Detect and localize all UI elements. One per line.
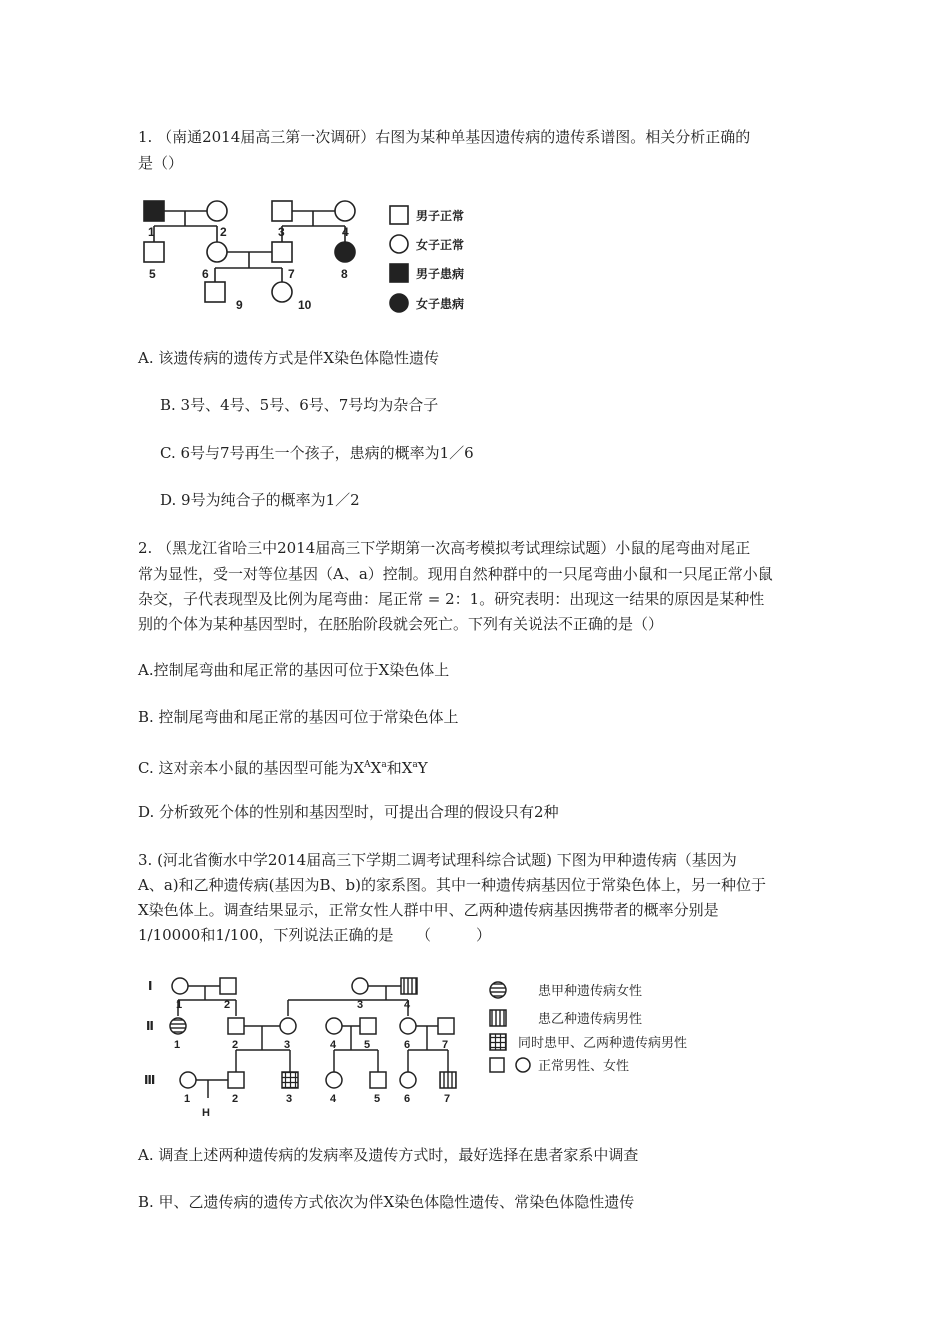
q1-option-a: A. 该遗传病的遗传方式是伴X染色体隐性遗传: [138, 349, 440, 367]
q3-stem-line1: 3. (河北省衡水中学2014届高三下学期二调考试理科综合试题) 下图为甲种遗传病（基因为: [138, 851, 737, 869]
q3-II-4: [326, 1018, 342, 1034]
legend-affected-female-icon: [390, 294, 408, 312]
svg-text:1: 1: [174, 1039, 181, 1051]
q1-individual-1: [144, 201, 164, 221]
q1-legend-1: 男子正常: [416, 209, 465, 223]
svg-text:6: 6: [404, 1039, 411, 1051]
q3-stem-line2: A、a)和乙种遗传病(基因为B、b)的家系图。其中一种遗传病基因位于常染色体上，另一种位于: [138, 876, 766, 894]
q3-stem-line3: X染色体上。调查结果显示，正常女性人群中甲、乙两种遗传病基因携带者的概率分别是: [138, 901, 719, 919]
svg-text:7: 7: [444, 1093, 451, 1105]
q3-option-a: A. 调查上述两种遗传病的发病率及遗传方式时，最好选择在患者家系中调查: [138, 1146, 639, 1164]
q1-stem-line2: 是（）: [138, 154, 184, 172]
legend-jia-female-icon: [490, 982, 506, 998]
svg-text:5: 5: [374, 1093, 381, 1105]
q3-II-6: [400, 1018, 416, 1034]
q1-num-5: 5: [149, 267, 156, 281]
q3-III-4: [326, 1072, 342, 1088]
q1-legend-2: 女子正常: [416, 238, 465, 252]
q1-individual-9: [205, 282, 225, 302]
svg-text:3: 3: [284, 1039, 291, 1051]
q1-num-7: 7: [288, 267, 295, 281]
q3-III-2: [228, 1072, 244, 1088]
legend-affected-male-icon: [390, 264, 408, 282]
q3-I-1: [172, 978, 188, 994]
svg-text:1: 1: [176, 999, 183, 1011]
q3-legend-3: 同时患甲、乙两种遗传病男性: [518, 1035, 688, 1050]
q1-option-c: C. 6号与7号再生一个孩子，患病的概率为1／6: [160, 444, 474, 462]
q1-individual-8: [335, 242, 355, 262]
svg-text:6: 6: [404, 1093, 411, 1105]
q1-stem-line1: 1. （南通2014届高三第一次调研）右图为某种单基因遗传病的遗传系谱图。相关分析正确的: [138, 128, 751, 146]
q1-individual-5: [144, 242, 164, 262]
svg-text:2: 2: [232, 1039, 239, 1051]
q3-III-6: [400, 1072, 416, 1088]
q2-stem-line1: 2. （黑龙江省哈三中2014届高三下学期第一次高考模拟考试理综试题）小鼠的尾弯曲对尾正: [138, 539, 751, 557]
q1-individual-6: [207, 242, 227, 262]
svg-text:1: 1: [184, 1093, 191, 1105]
legend-both-male-icon: [490, 1034, 506, 1050]
q3-III-1: [180, 1072, 196, 1088]
q1-num-8: 8: [341, 267, 348, 281]
q1-num-10: 10: [298, 298, 312, 312]
q3-gen-2: Ⅱ: [146, 1019, 154, 1033]
q3-legend-1: 患甲种遗传病女性: [538, 983, 643, 998]
q3-III-7: [440, 1072, 456, 1088]
q1-individual-10: [272, 282, 292, 302]
svg-text:2: 2: [224, 999, 231, 1011]
q1-option-d: D. 9号为纯合子的概率为1／2: [160, 491, 360, 509]
svg-text:4: 4: [404, 999, 411, 1011]
q3-I-3: [352, 978, 368, 994]
q2-stem-line3: 杂交，子代表现型及比例为尾弯曲：尾正常 = 2：1。研究表明：出现这一结果的原因是某种性: [138, 590, 765, 608]
q1-pedigree-figure: [138, 190, 488, 315]
q2-option-c: C. 这对亲本小鼠的基因型可能为$X^AX^a$和$X^aY$: [138, 759, 428, 777]
legend-normal-female-icon: [390, 235, 408, 253]
q3-gen-3: Ⅲ: [144, 1073, 156, 1087]
q3-pedigree-figure: [138, 970, 748, 1125]
q1-legend-3: 男子患病: [416, 267, 465, 281]
q1-individual-4: [335, 201, 355, 221]
q2-option-b: B. 控制尾弯曲和尾正常的基因可位于常染色体上: [138, 708, 459, 726]
q3-III-5: [370, 1072, 386, 1088]
q3-II-2: [228, 1018, 244, 1034]
legend-normal-male-icon: [390, 206, 408, 224]
q2-option-d: D. 分析致死个体的性别和基因型时，可提出合理的假设只有2种: [138, 803, 559, 821]
q3-II-1: [170, 1018, 186, 1034]
legend-normal-female-icon: [516, 1058, 530, 1072]
q1-num-1: 1: [148, 225, 155, 239]
q2-option-a: A.控制尾弯曲和尾正常的基因可位于X染色体上: [138, 661, 450, 679]
q3-II-7: [438, 1018, 454, 1034]
svg-text:3: 3: [286, 1093, 293, 1105]
q3-legend-4: 正常男性、女性: [538, 1058, 630, 1073]
svg-text:4: 4: [330, 1039, 337, 1051]
svg-text:3: 3: [357, 999, 364, 1011]
q3-option-b: B. 甲、乙遗传病的遗传方式依次为伴X染色体隐性遗传、常染色体隐性遗传: [138, 1193, 635, 1211]
q2-stem-line4: 别的个体为某种基因型时，在胚胎阶段就会死亡。下列有关说法不正确的是（）: [138, 615, 664, 633]
q3-gen-1: Ⅰ: [148, 979, 153, 993]
q1-num-6: 6: [202, 267, 209, 281]
q1-individual-7: [272, 242, 292, 262]
q1-option-b: B. 3号、4号、5号、6号、7号均为杂合子: [160, 396, 439, 414]
svg-text:4: 4: [330, 1093, 337, 1105]
legend-yi-male-icon: [490, 1010, 506, 1026]
legend-normal-male-icon: [490, 1058, 504, 1072]
q3-stem-line4: 1/10000和1/100，下列说法正确的是 （ ）: [138, 926, 492, 944]
q3-II-5: [360, 1018, 376, 1034]
q2-stem-line2: 常为显性，受一对等位基因（A、a）控制。现用自然种群中的一只尾弯曲小鼠和一只尾正常小鼠: [138, 565, 773, 583]
q3-I-2: [220, 978, 236, 994]
svg-text:7: 7: [442, 1039, 449, 1051]
q3-III-3: [282, 1072, 298, 1088]
q1-num-9: 9: [236, 298, 243, 312]
q1-individual-2: [207, 201, 227, 221]
q3-legend-2: 患乙种遗传病男性: [538, 1011, 643, 1026]
q1-individual-3: [272, 201, 292, 221]
q1-legend-4: 女子患病: [416, 297, 465, 311]
q3-extra-label: H: [202, 1107, 210, 1119]
q1-num-3: 3: [278, 225, 285, 239]
svg-text:2: 2: [232, 1093, 239, 1105]
q3-II-3: [280, 1018, 296, 1034]
q3-I-4: [401, 978, 417, 994]
q1-num-2: 2: [220, 225, 227, 239]
svg-text:5: 5: [364, 1039, 371, 1051]
q1-num-4: 4: [342, 225, 349, 239]
